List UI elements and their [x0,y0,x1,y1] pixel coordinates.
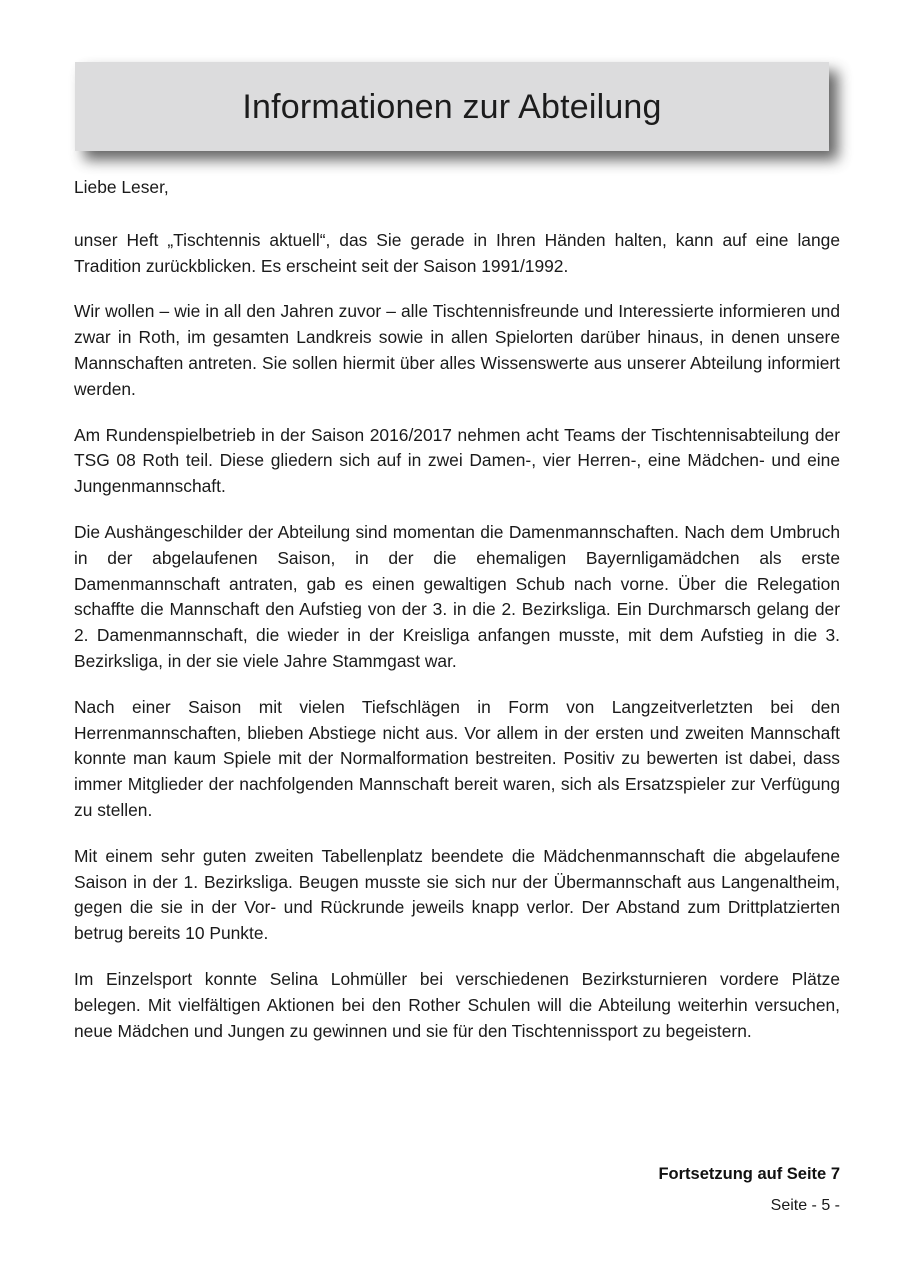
page-number: Seite - 5 - [770,1197,840,1214]
page-title: Informationen zur Abteilung [242,87,662,126]
body-paragraph: Am Rundenspielbetrieb in der Saison 2016/2017 nehmen acht Teams der Tischtennisabteilung der TSG 08 Roth teil. Diese gliedern sich auf in zwei Damen-, vier Herren-, eine Mädchen- und eine Jungenmannschaft. [74,424,840,497]
article-body [74,175,840,1044]
body-paragraph: Wir wollen – wie in all den Jahren zuvor – alle Tischtennisfreunde und Interessierte informieren und zwar in Roth, im gesamten Landkreis sowie in allen Spielorten darüber hinaus, in denen unsere Mannschaften antreten. Sie sollen hiermit über alles Wissenswerte aus unserer Abteilung informiert werden. [74,301,840,399]
salutation: Liebe Leser, [74,177,169,197]
body-paragraph: Im Einzelsport konnte Selina Lohmüller bei verschiedenen Bezirksturnieren vordere Plätze belegen. Mit vielfältigen Aktionen bei den Rother Schulen will die Abteilung weiterhin versuchen, neue Mädchen und Jungen zu gewinnen und sie für den Tischtennissport zu begeistern. [74,968,840,1041]
continuation-note: Fortsetzung auf Seite 7 [658,1165,840,1183]
body-paragraph: unser Heft „Tischtennis aktuell“, das Sie gerade in Ihren Händen halten, kann auf eine lange Tradition zurückblicken. Es erscheint seit der Saison 1991/1992. [74,229,840,276]
body-paragraph: Nach einer Saison mit vielen Tiefschlägen in Form von Langzeitverletzten bei den Herrenmannschaften, blieben Abstiege nicht aus. Vor allem in der ersten und zweiten Mannschaft konnte man kaum Spiele mit der Normalformation bestreiten. Positiv zu bewerten ist dabei, dass immer Mitglieder der nachfolgenden Mannschaft bereit waren, sich als Ersatzspieler zur Verfügung zu stellen. [74,696,840,820]
body-paragraph: Mit einem sehr guten zweiten Tabellenplatz beendete die Mädchenmannschaft die abgelaufene Saison in der 1. Bezirksliga. Beugen musste sie sich nur der Übermannschaft aus Langenaltheim, gegen die sie in der Vor- und Rückrunde jeweils knapp verlor. Der Abstand zum Drittplatzierten betrug bereits 10 Punkte. [74,845,840,944]
page-header-banner [75,62,829,151]
page-footer [74,1163,840,1217]
header-box [75,62,829,151]
body-paragraph: Die Aushängeschilder der Abteilung sind momentan die Damenmannschaften. Nach dem Umbruch in der abgelaufenen Saison, in der die ehemaligen Bayernligamädchen als erste Damenmannschaft antraten, gab es einen gewaltigen Schub nach vorne. Über die Relegation schaffte die Mannschaft den Aufstieg von der 3. in die 2. Bezirksliga. Ein Durchmarsch gelang der 2. Damenmannschaft, die wieder in der Kreisliga anfangen musste, mit dem Aufstieg in die 3. Bezirksliga, in der sie viele Jahre Stammgast war. [74,521,840,671]
